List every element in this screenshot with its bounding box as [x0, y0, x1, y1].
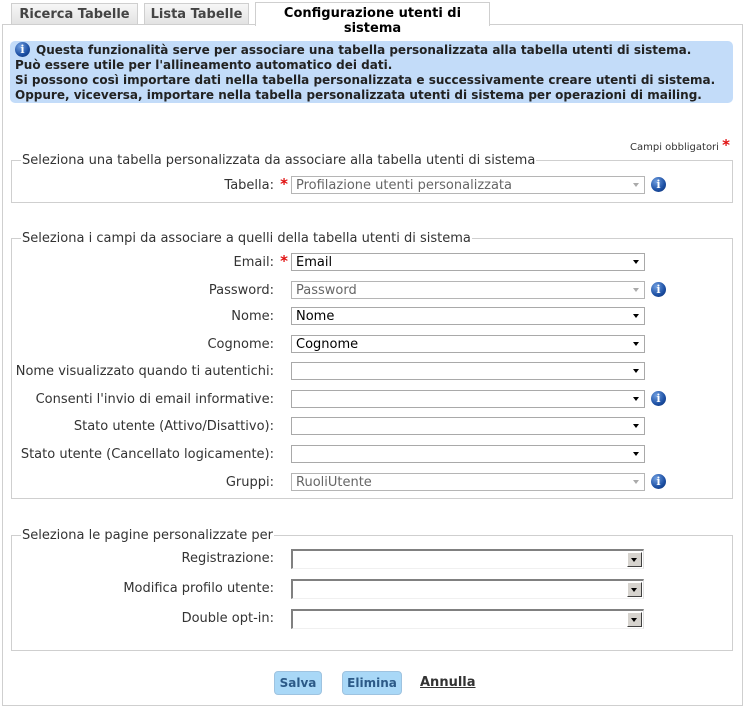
chevron-down-icon — [633, 183, 639, 187]
chevron-down-icon — [633, 397, 639, 401]
chevron-down-icon — [633, 369, 639, 373]
cancel-link[interactable]: Annulla — [420, 675, 476, 690]
select-nome[interactable]: Nome — [291, 307, 645, 325]
select-cognome[interactable]: Cognome — [291, 335, 645, 353]
label-modifica-profilo: Modifica profilo utente: — [123, 581, 274, 596]
select-gruppi[interactable]: RuoliUtente — [291, 473, 645, 491]
info-icon-password[interactable]: i — [651, 282, 666, 297]
label-cognome: Cognome: — [207, 337, 274, 352]
required-fields-note: Campi obbligatori * — [630, 136, 730, 154]
label-email-consent: Consenti l'invio di email informative: — [35, 392, 274, 407]
chevron-down-icon — [633, 424, 639, 428]
info-icon-gruppi[interactable]: i — [651, 474, 666, 489]
label-registrazione: Registrazione: — [181, 551, 274, 566]
field-row-email — [0, 253, 744, 273]
label-password: Password: — [208, 283, 274, 298]
info-icon-email-consent[interactable]: i — [651, 391, 666, 406]
select-user-status-deleted[interactable] — [291, 445, 645, 463]
chevron-down-icon — [633, 452, 639, 456]
label-email: Email: * — [233, 252, 288, 270]
tab-lista-tabelle[interactable]: Lista Tabelle — [144, 3, 249, 25]
field-row-double-optin — [0, 609, 744, 629]
chevron-down-icon — [633, 288, 639, 292]
select-user-status-active[interactable] — [291, 417, 645, 435]
select-modifica-profilo[interactable] — [291, 579, 644, 599]
select-email-consent[interactable] — [291, 390, 645, 408]
field-row-nome — [0, 307, 744, 327]
label-double-optin: Double opt-in: — [181, 611, 274, 626]
tab-bar — [0, 0, 744, 36]
label-gruppi: Gruppi: — [225, 475, 274, 490]
chevron-down-icon — [633, 342, 639, 346]
select-display-name[interactable] — [291, 362, 645, 380]
field-row-registrazione — [0, 549, 744, 569]
info-line-4: Oppure, viceversa, importare nella tabella personalizzata utenti di sistema per operazioni di mailing. — [15, 88, 702, 102]
delete-button[interactable]: Elimina — [342, 671, 402, 695]
field-row-modifica-profilo — [0, 579, 744, 599]
legend-table-selection: Seleziona una tabella personalizzata da associare alla tabella utenti di sistema — [22, 153, 536, 168]
chevron-down-icon — [633, 314, 639, 318]
info-message — [10, 41, 733, 103]
legend-field-mapping: Seleziona i campi da associare a quelli della tabella utenti di sistema — [22, 231, 471, 246]
info-line-3: Si possono così importare dati nella tabella personalizzata e successivamente creare utenti di sistema. — [15, 73, 716, 87]
info-icon: i — [15, 42, 30, 57]
select-password[interactable]: Password — [291, 281, 645, 299]
field-row-user-status-active — [0, 417, 744, 437]
form-actions — [0, 671, 744, 695]
required-star-icon: * — [280, 252, 288, 270]
select-double-optin[interactable] — [291, 609, 644, 629]
legend-custom-pages: Seleziona le pagine personalizzate per — [22, 528, 273, 543]
info-icon-tabella[interactable]: i — [651, 177, 666, 192]
field-row-user-status-deleted — [0, 445, 744, 465]
select-tabella[interactable]: Profilazione utenti personalizzata — [291, 176, 645, 194]
field-row-password — [0, 281, 744, 301]
field-row-gruppi — [0, 473, 744, 493]
label-nome: Nome: — [231, 309, 274, 324]
dropdown-arrow-icon — [627, 552, 642, 567]
select-email[interactable]: Email — [291, 253, 645, 271]
required-star-icon: * — [280, 175, 288, 193]
label-user-status-active: Stato utente (Attivo/Disattivo): — [73, 419, 274, 434]
chevron-down-icon — [633, 480, 639, 484]
info-line-2: Può essere utile per l'allineamento automatico dei dati. — [15, 58, 393, 72]
dropdown-arrow-icon — [627, 582, 642, 597]
dropdown-arrow-icon — [627, 612, 642, 627]
label-display-name: Nome visualizzato quando ti autentichi: — [15, 364, 274, 379]
field-row-display-name — [0, 362, 744, 382]
label-tabella: Tabella: * — [224, 175, 288, 193]
info-line-1: Questa funzionalità serve per associare una tabella personalizzata alla tabella utenti di sistema. — [36, 43, 692, 57]
field-row-cognome — [0, 335, 744, 355]
select-registrazione[interactable] — [291, 549, 644, 569]
label-user-status-deleted: Stato utente (Cancellato logicamente): — [20, 447, 274, 462]
tab-configurazione-utenti[interactable]: Configurazione utenti di sistema — [255, 2, 490, 26]
save-button[interactable]: Salva — [274, 671, 322, 695]
field-row-tabella — [0, 176, 744, 196]
required-star-icon: * — [722, 136, 730, 154]
tab-ricerca-tabelle[interactable]: Ricerca Tabelle — [11, 3, 138, 25]
field-row-email-consent — [0, 390, 744, 410]
chevron-down-icon — [633, 260, 639, 264]
